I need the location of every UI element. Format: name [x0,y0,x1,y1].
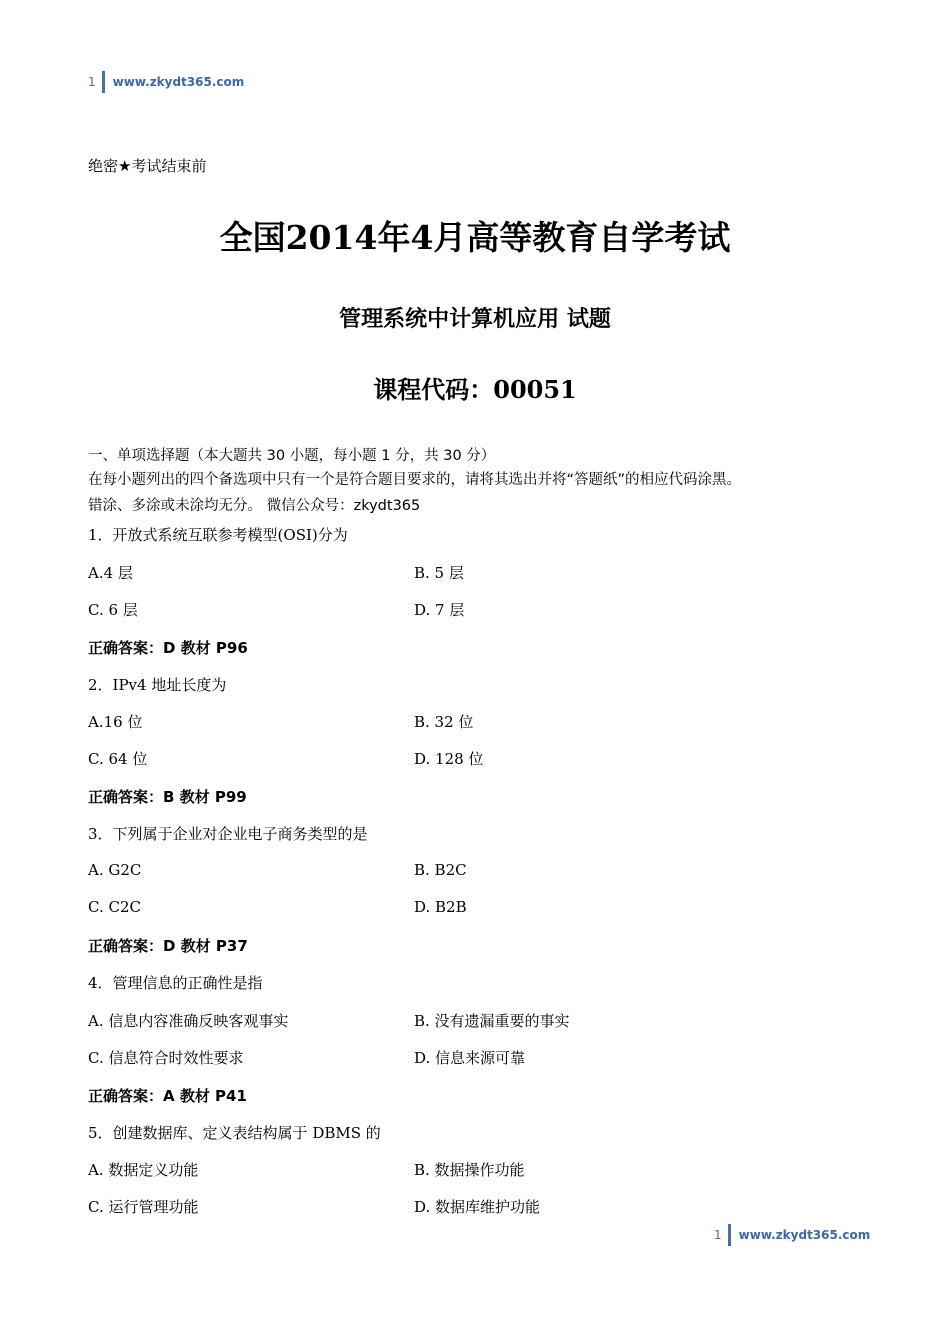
option-b: B. 32 位 [414,713,474,731]
header-divider [102,71,105,93]
option-b: B. 没有遗漏重要的事实 [414,1012,570,1030]
option-c: C. 信息符合时效性要求 [88,1049,244,1067]
correct-answer: 正确答案：B 教材 P99 [88,788,247,806]
course-code: 课程代码：00051 [373,375,577,404]
option-c: C. C2C [88,898,141,916]
exam-title: 全国2014年4月高等教育自学考试 [219,218,731,257]
footer-url[interactable]: www.zkydt365.com [738,1228,871,1242]
option-b: B. 5 层 [414,564,464,582]
option-d: D. 7 层 [414,601,465,619]
section-title: 一、单项选择题（本大题共 30 小题，每小题 1 分，共 30 分） [88,448,496,464]
option-a: A.4 层 [88,564,133,582]
option-a: A. 数据定义功能 [88,1161,199,1179]
option-b: B. 数据操作功能 [414,1161,525,1179]
page-number: 1 [714,1228,722,1242]
option-c: C. 运行管理功能 [88,1198,199,1216]
option-d: D. 信息来源可靠 [414,1049,526,1067]
question-stem: 3．下列属于企业对企业电子商务类型的是 [88,825,368,843]
page-footer [714,1224,870,1246]
correct-answer: 正确答案：D 教材 P37 [88,937,248,955]
option-b: B. B2C [414,861,467,879]
option-a: A.16 位 [88,713,143,731]
page-header [88,71,244,93]
exam-subtitle: 管理系统中计算机应用 试题 [339,307,611,332]
question-stem: 1．开放式系统互联参考模型(OSI)分为 [88,526,348,544]
correct-answer: 正确答案：D 教材 P96 [88,639,248,657]
secret-label: 绝密★考试结束前 [88,157,207,175]
option-d: D. 128 位 [414,750,484,768]
option-d: D. B2B [414,898,467,916]
option-c: C. 6 层 [88,601,138,619]
option-c: C. 64 位 [88,750,148,768]
header-url[interactable]: www.zkydt365.com [112,75,245,89]
question-stem: 4．管理信息的正确性是指 [88,974,263,992]
option-a: A. G2C [88,861,142,879]
question-stem: 5．创建数据库、定义表结构属于 DBMS 的 [88,1124,381,1142]
footer-divider [728,1224,731,1246]
section-instruction: 在每小题列出的四个备选项中只有一个是符合题目要求的，请将其选出并将“答题纸”的相应代码涂黑。 [88,472,742,488]
section-instruction: 错涂、多涂或未涂均无分。 微信公众号：zkydt365 [88,498,421,514]
option-d: D. 数据库维护功能 [414,1198,541,1216]
page-number: 1 [88,75,96,89]
question-stem: 2．IPv4 地址长度为 [88,676,227,694]
correct-answer: 正确答案：A 教材 P41 [88,1087,247,1105]
option-a: A. 信息内容准确反映客观事实 [88,1012,289,1030]
